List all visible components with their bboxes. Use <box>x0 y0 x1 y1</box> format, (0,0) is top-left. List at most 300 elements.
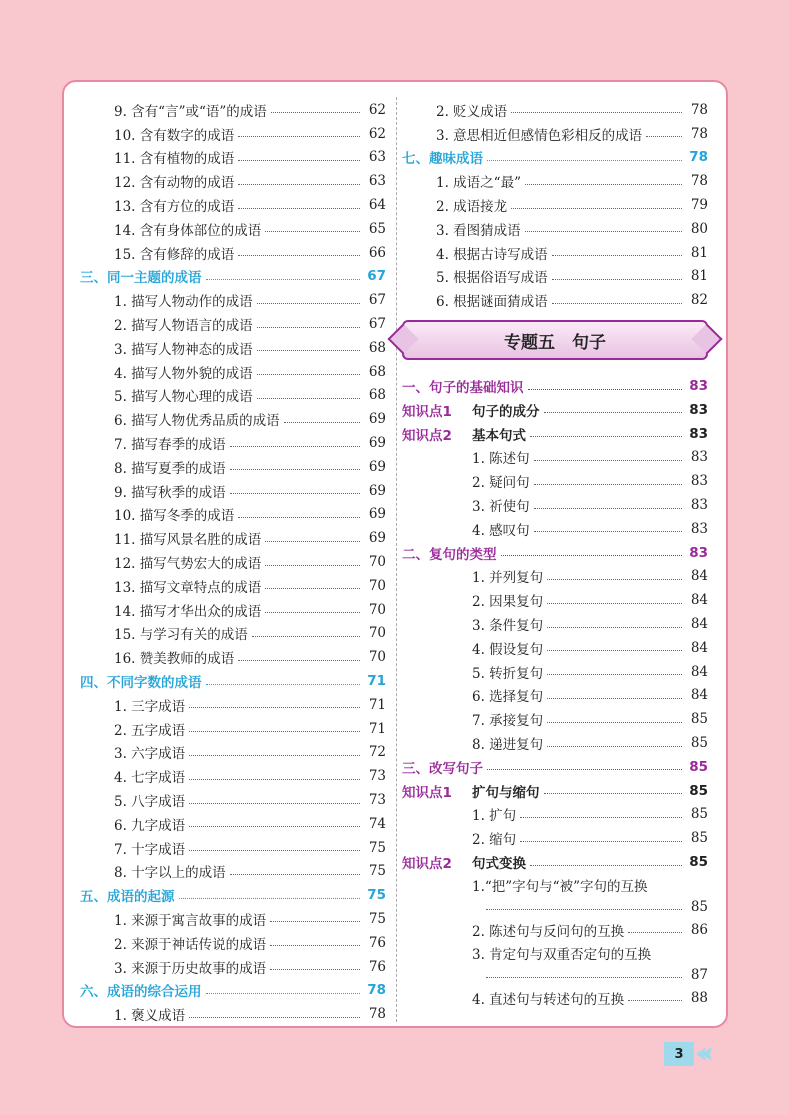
toc-entry-title: 二、复句的类型 <box>402 546 497 563</box>
toc-entry-title: 四、不同字数的成语 <box>80 675 202 692</box>
toc-page-number: 83 <box>689 401 708 418</box>
toc-entry-title: 6. 选择复句 <box>472 689 544 706</box>
toc-entry[interactable] <box>80 1002 386 1026</box>
toc-page-number: 71 <box>368 696 386 713</box>
toc-page-number: 78 <box>690 173 708 190</box>
toc-entry-title: 扩句与缩句 <box>472 784 540 801</box>
toc-entry-title: 1. 三字成语 <box>114 698 186 715</box>
dot-leader <box>486 909 682 910</box>
toc-entry-continued[interactable] <box>402 964 708 986</box>
dot-leader <box>271 112 360 113</box>
toc-entry[interactable] <box>402 660 708 684</box>
toc-entry-title: 14. 含有身体部位的成语 <box>114 222 262 239</box>
toc-page-number: 84 <box>690 568 708 585</box>
dot-leader <box>265 565 360 566</box>
toc-entry-title: 12. 含有动物的成语 <box>114 175 235 192</box>
toc-entry-title: 4. 根据古诗写成语 <box>436 246 548 263</box>
dot-leader <box>238 184 360 185</box>
toc-page-number: 83 <box>689 425 708 442</box>
dot-leader <box>265 612 360 613</box>
page-number: 3 <box>664 1042 694 1066</box>
toc-page-number: 76 <box>368 958 386 975</box>
toc-entry-title: 9. 描写秋季的成语 <box>114 484 226 501</box>
toc-page-number: 83 <box>689 544 708 561</box>
toc-entry-title: 2. 成语接龙 <box>436 199 508 216</box>
dot-leader <box>520 841 682 842</box>
toc-page-number: 69 <box>368 435 386 452</box>
toc-page-number: 71 <box>367 673 386 690</box>
toc-entry-title: 7. 描写春季的成语 <box>114 437 226 454</box>
dot-leader <box>238 208 360 209</box>
toc-entry[interactable] <box>402 217 708 241</box>
toc-entry[interactable] <box>80 384 386 408</box>
toc-entry[interactable] <box>80 146 386 170</box>
toc-page-number: 83 <box>690 520 708 537</box>
toc-knowledge-point[interactable] <box>402 422 708 446</box>
toc-entry[interactable] <box>80 526 386 550</box>
toc-entry-title: 13. 描写文章特点的成语 <box>114 579 262 596</box>
toc-entry-continued[interactable] <box>402 896 708 918</box>
toc-page-number: 67 <box>368 316 386 333</box>
toc-entry-title: 1. 成语之“最” <box>436 175 521 192</box>
toc-entry[interactable] <box>402 122 708 146</box>
dot-leader <box>179 898 361 899</box>
toc-entry-title: 8. 十字以上的成语 <box>114 865 226 882</box>
toc-page-number: 62 <box>368 101 386 118</box>
toc-entry[interactable] <box>402 588 708 612</box>
dot-leader <box>238 136 360 137</box>
toc-entry-title: 3. 意思相近但感情色彩相反的成语 <box>436 127 643 144</box>
dot-leader <box>265 541 360 542</box>
toc-page-number: 76 <box>368 934 386 951</box>
toc-entry[interactable] <box>402 707 708 731</box>
toc-page-number: 65 <box>368 220 386 237</box>
toc-entry-title: 4. 七字成语 <box>114 770 186 787</box>
toc-page-number: 69 <box>368 506 386 523</box>
toc-entry-title: 3. 条件复句 <box>472 618 544 635</box>
toc-page-number: 62 <box>368 125 386 142</box>
toc-page-number: 81 <box>690 268 708 285</box>
dot-leader <box>257 303 360 304</box>
toc-entry-title: 7. 十字成语 <box>114 841 186 858</box>
toc-page-number: 85 <box>689 758 708 775</box>
toc-page-number: 63 <box>368 149 386 166</box>
toc-page-number: 66 <box>368 244 386 261</box>
toc-section-heading[interactable] <box>80 265 386 289</box>
toc-entry-title: 三、改写句子 <box>402 760 483 777</box>
toc-entry-title: 7. 承接复句 <box>472 713 544 730</box>
dot-leader <box>628 1000 682 1001</box>
toc-page-number: 84 <box>690 687 708 704</box>
toc-page-number: 84 <box>690 663 708 680</box>
toc-entry-title: 2. 五字成语 <box>114 722 186 739</box>
toc-knowledge-point[interactable] <box>402 398 708 422</box>
dot-leader <box>511 112 682 113</box>
dot-leader <box>252 636 360 637</box>
toc-page-number: 85 <box>690 830 708 847</box>
dot-leader <box>487 769 682 770</box>
toc-entry[interactable] <box>80 550 386 574</box>
toc-entry-title: 1.“把”字句与“被”字句的互换 <box>472 878 648 895</box>
toc-entry-title: 七、趣味成语 <box>402 151 483 168</box>
toc-entry-title: 8. 递进复句 <box>472 737 544 754</box>
knowledge-point-tag: 知识点2 <box>402 856 452 872</box>
dot-leader <box>547 674 682 675</box>
toc-page-number: 84 <box>690 616 708 633</box>
toc-section-heading[interactable] <box>402 755 708 779</box>
toc-entry-title: 4. 假设复句 <box>472 641 544 658</box>
toc-entry-title: 4. 描写人物外貌的成语 <box>114 365 253 382</box>
toc-entry[interactable] <box>402 612 708 636</box>
dot-leader <box>534 531 682 532</box>
dot-leader <box>552 279 682 280</box>
toc-entry[interactable] <box>80 193 386 217</box>
dot-leader <box>547 746 682 747</box>
toc-page-number: 68 <box>368 363 386 380</box>
toc-entry-title: 9. 含有“言”或“语”的成语 <box>114 103 267 120</box>
toc-page-number: 83 <box>689 378 708 395</box>
toc-page-number: 82 <box>690 292 708 309</box>
toc-page-number: 85 <box>690 735 708 752</box>
toc-page-number: 79 <box>690 197 708 214</box>
toc-page-number: 85 <box>689 782 708 799</box>
toc-entry[interactable] <box>402 469 708 493</box>
toc-section-heading[interactable] <box>402 146 708 170</box>
dot-leader <box>238 517 360 518</box>
toc-entry-title: 10. 描写冬季的成语 <box>114 508 235 525</box>
dot-leader <box>544 412 683 413</box>
dot-leader <box>552 303 682 304</box>
toc-entry[interactable] <box>402 193 708 217</box>
toc-entry-title: 六、成语的综合运用 <box>80 984 202 1001</box>
toc-page-number: 80 <box>690 220 708 237</box>
toc-entry-title: 5. 根据俗语写成语 <box>436 270 548 287</box>
toc-right-column <box>402 98 708 1010</box>
toc-page-number: 70 <box>368 601 386 618</box>
toc-page-number: 74 <box>368 815 386 832</box>
toc-entry-title: 句式变换 <box>472 856 526 872</box>
dot-leader <box>547 579 682 580</box>
toc-entry-title: 2. 陈述句与反问句的互换 <box>472 923 625 940</box>
dot-leader <box>628 932 682 933</box>
toc-entry-title: 2. 缩句 <box>472 832 517 849</box>
toc-entry-title: 句子的成分 <box>472 403 540 420</box>
toc-page-number: 85 <box>690 711 708 728</box>
toc-entry-title: 1. 描写人物动作的成语 <box>114 294 253 311</box>
dot-leader <box>646 136 682 137</box>
toc-entry-title: 8. 描写夏季的成语 <box>114 460 226 477</box>
toc-page-number: 83 <box>690 473 708 490</box>
knowledge-point-tag: 知识点1 <box>402 784 452 801</box>
toc-entry-title: 4. 直述句与转述句的互换 <box>472 991 625 1008</box>
dot-leader <box>189 707 360 708</box>
toc-page-number: 78 <box>367 982 386 999</box>
toc-entry-title: 15. 与学习有关的成语 <box>114 627 248 644</box>
toc-page-number: 83 <box>690 497 708 514</box>
knowledge-point-tag: 知识点2 <box>402 427 452 444</box>
toc-entry[interactable] <box>402 565 708 589</box>
toc-entry[interactable] <box>80 788 386 812</box>
toc-entry-title: 14. 描写才华出众的成语 <box>114 603 262 620</box>
toc-page-number: 67 <box>368 292 386 309</box>
toc-page-number: 70 <box>368 577 386 594</box>
dot-leader <box>230 446 360 447</box>
toc-entry[interactable] <box>80 312 386 336</box>
toc-entry-title: 6. 根据谜面猜成语 <box>436 294 548 311</box>
toc-entry[interactable] <box>402 636 708 660</box>
toc-entry[interactable] <box>80 217 386 241</box>
toc-entry-title: 一、句子的基础知识 <box>402 380 524 397</box>
toc-entry[interactable] <box>402 288 708 312</box>
toc-section-heading[interactable] <box>402 541 708 565</box>
toc-entry-title: 3. 肯定句与双重否定句的互换 <box>472 946 652 963</box>
dot-leader <box>530 865 682 866</box>
toc-entry[interactable] <box>402 803 708 827</box>
toc-page-number: 75 <box>368 910 386 927</box>
toc-page-number: 84 <box>690 639 708 656</box>
dot-leader <box>525 184 682 185</box>
toc-entry-title: 三、同一主题的成语 <box>80 270 202 287</box>
toc-entry[interactable] <box>80 360 386 384</box>
toc-section-heading[interactable] <box>80 883 386 907</box>
toc-entry-title: 基本句式 <box>472 427 526 444</box>
toc-page-number: 85 <box>690 806 708 823</box>
toc-entry[interactable] <box>80 931 386 955</box>
dot-leader <box>534 484 682 485</box>
toc-entry[interactable] <box>80 288 386 312</box>
dot-leader <box>511 208 682 209</box>
toc-entry[interactable] <box>402 169 708 193</box>
toc-entry[interactable] <box>80 336 386 360</box>
toc-entry-title: 1. 来源于寓言故事的成语 <box>114 912 267 929</box>
toc-entry[interactable] <box>402 826 708 850</box>
dot-leader <box>257 350 360 351</box>
toc-page-number: 75 <box>368 863 386 880</box>
toc-page-number: 73 <box>368 792 386 808</box>
toc-knowledge-point[interactable] <box>402 850 708 874</box>
toc-entry[interactable] <box>402 98 708 122</box>
column-divider <box>396 97 397 1022</box>
toc-entry[interactable] <box>80 860 386 884</box>
toc-entry-title: 1. 并列复句 <box>472 570 544 587</box>
toc-entry-title: 6. 描写人物优秀品质的成语 <box>114 413 280 430</box>
toc-entry[interactable] <box>80 455 386 479</box>
dot-leader <box>238 660 360 661</box>
dot-leader <box>206 993 361 994</box>
toc-knowledge-point[interactable] <box>402 779 708 803</box>
toc-page-number: 72 <box>368 744 386 761</box>
toc-entry[interactable] <box>80 169 386 193</box>
toc-entry[interactable] <box>80 645 386 669</box>
toc-entry[interactable] <box>80 431 386 455</box>
dot-leader <box>265 588 360 589</box>
toc-page-number: 78 <box>690 125 708 142</box>
dot-leader <box>257 327 360 328</box>
toc-entry-title: 2. 疑问句 <box>472 475 530 492</box>
toc-page-number: 86 <box>690 921 708 938</box>
toc-entry[interactable] <box>402 446 708 470</box>
toc-section-heading[interactable] <box>402 374 708 398</box>
toc-page-number: 88 <box>690 989 708 1006</box>
toc-page-number: 68 <box>368 387 386 404</box>
dot-leader <box>189 731 360 732</box>
toc-entry-title: 5. 八字成语 <box>114 794 186 810</box>
toc-entry[interactable] <box>402 265 708 289</box>
toc-page-number: 70 <box>368 554 386 571</box>
toc-entry-title: 10. 含有数字的成语 <box>114 127 235 144</box>
dot-leader <box>547 603 682 604</box>
dot-leader <box>265 231 360 232</box>
toc-entry-title: 3. 来源于历史故事的成语 <box>114 960 267 977</box>
toc-entry[interactable] <box>80 98 386 122</box>
dot-leader <box>189 850 360 851</box>
toc-page-number: 85 <box>690 898 708 915</box>
dot-leader <box>270 921 360 922</box>
toc-section-heading[interactable] <box>80 978 386 1002</box>
toc-entry-title: 6. 九字成语 <box>114 817 186 834</box>
toc-page-number: 71 <box>368 720 386 737</box>
toc-page-number: 68 <box>368 339 386 356</box>
dot-leader <box>552 255 682 256</box>
dot-leader <box>189 755 360 756</box>
dot-leader <box>189 803 360 804</box>
dot-leader <box>486 977 682 978</box>
toc-entry[interactable] <box>80 836 386 860</box>
toc-page-number: 64 <box>368 197 386 214</box>
toc-entry-title: 15. 含有修辞的成语 <box>114 246 235 263</box>
toc-left-column <box>80 98 386 1026</box>
toc-entry-title: 2. 描写人物语言的成语 <box>114 318 253 335</box>
toc-page-number: 85 <box>689 854 708 870</box>
toc-entry[interactable] <box>80 622 386 646</box>
toc-entry-title: 11. 含有植物的成语 <box>114 151 235 168</box>
toc-entry[interactable] <box>80 574 386 598</box>
toc-page-number: 78 <box>368 1006 386 1023</box>
dot-leader <box>544 793 683 794</box>
toc-entry-title: 1. 褒义成语 <box>114 1008 186 1025</box>
toc-entry-title: 4. 感叹句 <box>472 522 530 539</box>
toc-entry[interactable] <box>402 918 708 942</box>
toc-entry-title: 13. 含有方位的成语 <box>114 199 235 216</box>
dot-leader <box>501 555 683 556</box>
dot-leader <box>189 779 360 780</box>
toc-entry-title: 2. 因果复句 <box>472 594 544 611</box>
toc-entry-title: 11. 描写风景名胜的成语 <box>114 532 262 549</box>
dot-leader <box>230 469 360 470</box>
toc-page-number: 83 <box>690 449 708 466</box>
toc-entry[interactable] <box>402 517 708 541</box>
dot-leader <box>534 508 682 509</box>
toc-entry-title: 1. 扩句 <box>472 808 517 825</box>
toc-entry[interactable] <box>402 684 708 708</box>
toc-page-number: 67 <box>367 268 386 285</box>
toc-entry[interactable] <box>80 598 386 622</box>
toc-entry-title: 16. 赞美教师的成语 <box>114 651 235 668</box>
dot-leader <box>206 279 361 280</box>
dot-leader <box>238 255 360 256</box>
toc-page-number: 78 <box>690 101 708 118</box>
dot-leader <box>525 231 682 232</box>
toc-entry[interactable] <box>402 241 708 265</box>
toc-entry[interactable] <box>402 874 708 896</box>
toc-entry[interactable] <box>402 731 708 755</box>
dot-leader <box>520 817 682 818</box>
toc-entry[interactable] <box>80 503 386 527</box>
toc-page-number: 78 <box>689 149 708 166</box>
toc-entry[interactable] <box>402 986 708 1010</box>
dot-leader <box>189 1017 360 1018</box>
dot-leader <box>534 460 682 461</box>
knowledge-point-tag: 知识点1 <box>402 403 452 420</box>
toc-section-heading[interactable] <box>80 669 386 693</box>
toc-page-number: 69 <box>368 411 386 428</box>
toc-entry-title: 1. 陈述句 <box>472 451 530 468</box>
toc-page-number: 70 <box>368 625 386 642</box>
toc-entry[interactable] <box>402 493 708 517</box>
toc-entry-title: 2. 贬义成语 <box>436 103 508 120</box>
toc-entry-title: 3. 描写人物神态的成语 <box>114 341 253 358</box>
dot-leader <box>238 160 360 161</box>
dot-leader <box>270 945 360 946</box>
dot-leader <box>189 826 360 827</box>
toc-entry-title: 3. 六字成语 <box>114 746 186 763</box>
toc-page-number: 87 <box>690 966 708 983</box>
toc-entry-title: 五、成语的起源 <box>80 889 175 906</box>
dot-leader <box>528 389 683 390</box>
dot-leader <box>257 398 360 399</box>
toc-entry[interactable] <box>80 241 386 265</box>
toc-page-number: 75 <box>367 887 386 904</box>
toc-entry-title: 5. 描写人物心理的成语 <box>114 389 253 406</box>
toc-page-number: 73 <box>368 768 386 785</box>
toc-page-number: 69 <box>368 530 386 547</box>
toc-entry-title: 5. 转折复句 <box>472 665 544 682</box>
toc-entry-title: 3. 祈使句 <box>472 499 530 516</box>
toc-entry[interactable] <box>402 942 708 964</box>
dot-leader <box>206 684 361 685</box>
dot-leader <box>547 627 682 628</box>
toc-entry[interactable] <box>80 907 386 931</box>
toc-entry[interactable] <box>80 764 386 788</box>
toc-page-number: 81 <box>690 244 708 261</box>
dot-leader <box>257 374 360 375</box>
toc-page-number: 69 <box>368 482 386 499</box>
chapter-banner: 专题五 句子 <box>402 320 708 360</box>
toc-entry[interactable] <box>80 717 386 741</box>
toc-entry[interactable] <box>80 693 386 717</box>
dot-leader <box>284 422 360 423</box>
toc-entry[interactable] <box>80 407 386 431</box>
toc-entry-title: 12. 描写气势宏大的成语 <box>114 556 262 573</box>
toc-page-number: 70 <box>368 649 386 666</box>
toc-entry-title: 2. 来源于神话传说的成语 <box>114 936 267 953</box>
toc-entry[interactable] <box>80 741 386 765</box>
toc-page-number: 84 <box>690 592 708 609</box>
arrow-left-icon <box>694 1042 714 1066</box>
dot-leader <box>547 722 682 723</box>
toc-entry[interactable] <box>80 955 386 979</box>
toc-entry[interactable] <box>80 812 386 836</box>
dot-leader <box>270 969 360 970</box>
dot-leader <box>547 698 682 699</box>
toc-page-number: 63 <box>368 173 386 190</box>
toc-entry[interactable] <box>80 479 386 503</box>
toc-entry[interactable] <box>80 122 386 146</box>
dot-leader <box>230 493 360 494</box>
dot-leader <box>547 650 682 651</box>
toc-page-number: 69 <box>368 458 386 475</box>
toc-entry-title: 3. 看图猜成语 <box>436 222 521 239</box>
